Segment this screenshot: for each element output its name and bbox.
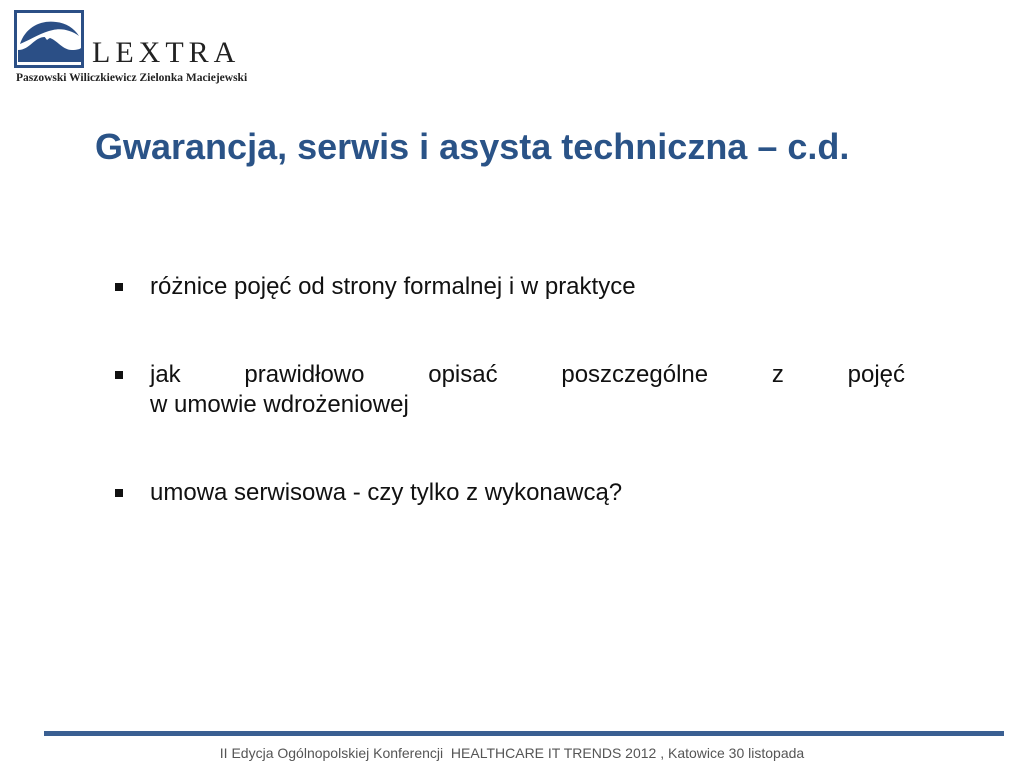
bullet-text-line: jak prawidłowo opisać poszczególne z pojęć — [150, 361, 905, 388]
slide-title: Gwarancja, serwis i asysta techniczna – c.d. — [95, 126, 850, 167]
bullet-item — [113, 478, 905, 508]
bullet-text: różnice pojęć od strony formalnej i w praktyce — [150, 273, 636, 300]
logo-wordmark: LEXTRA — [92, 36, 241, 69]
bullet-item — [113, 360, 905, 420]
square-bullet-icon — [115, 489, 123, 497]
square-bullet-icon — [115, 283, 123, 291]
bullet-item — [113, 272, 905, 302]
bullet-text-line: w umowie wdrożeniowej — [150, 391, 409, 418]
logo-tagline: Paszowski Wiliczkiewicz Zielonka Maciejewski — [16, 72, 248, 84]
lextra-wave-logo-icon — [14, 10, 84, 68]
company-logo — [14, 10, 264, 90]
footer-text: II Edycja Ogólnopolskiej Konferencji HEALTHCARE IT TRENDS 2012 , Katowice 30 listopada — [219, 745, 805, 761]
bullet-list — [113, 272, 905, 508]
bullet-text — [150, 360, 905, 420]
square-bullet-icon — [115, 371, 123, 379]
bullet-text: umowa serwisowa - czy tylko z wykonawcą? — [150, 479, 623, 506]
footer-divider — [44, 731, 1004, 736]
